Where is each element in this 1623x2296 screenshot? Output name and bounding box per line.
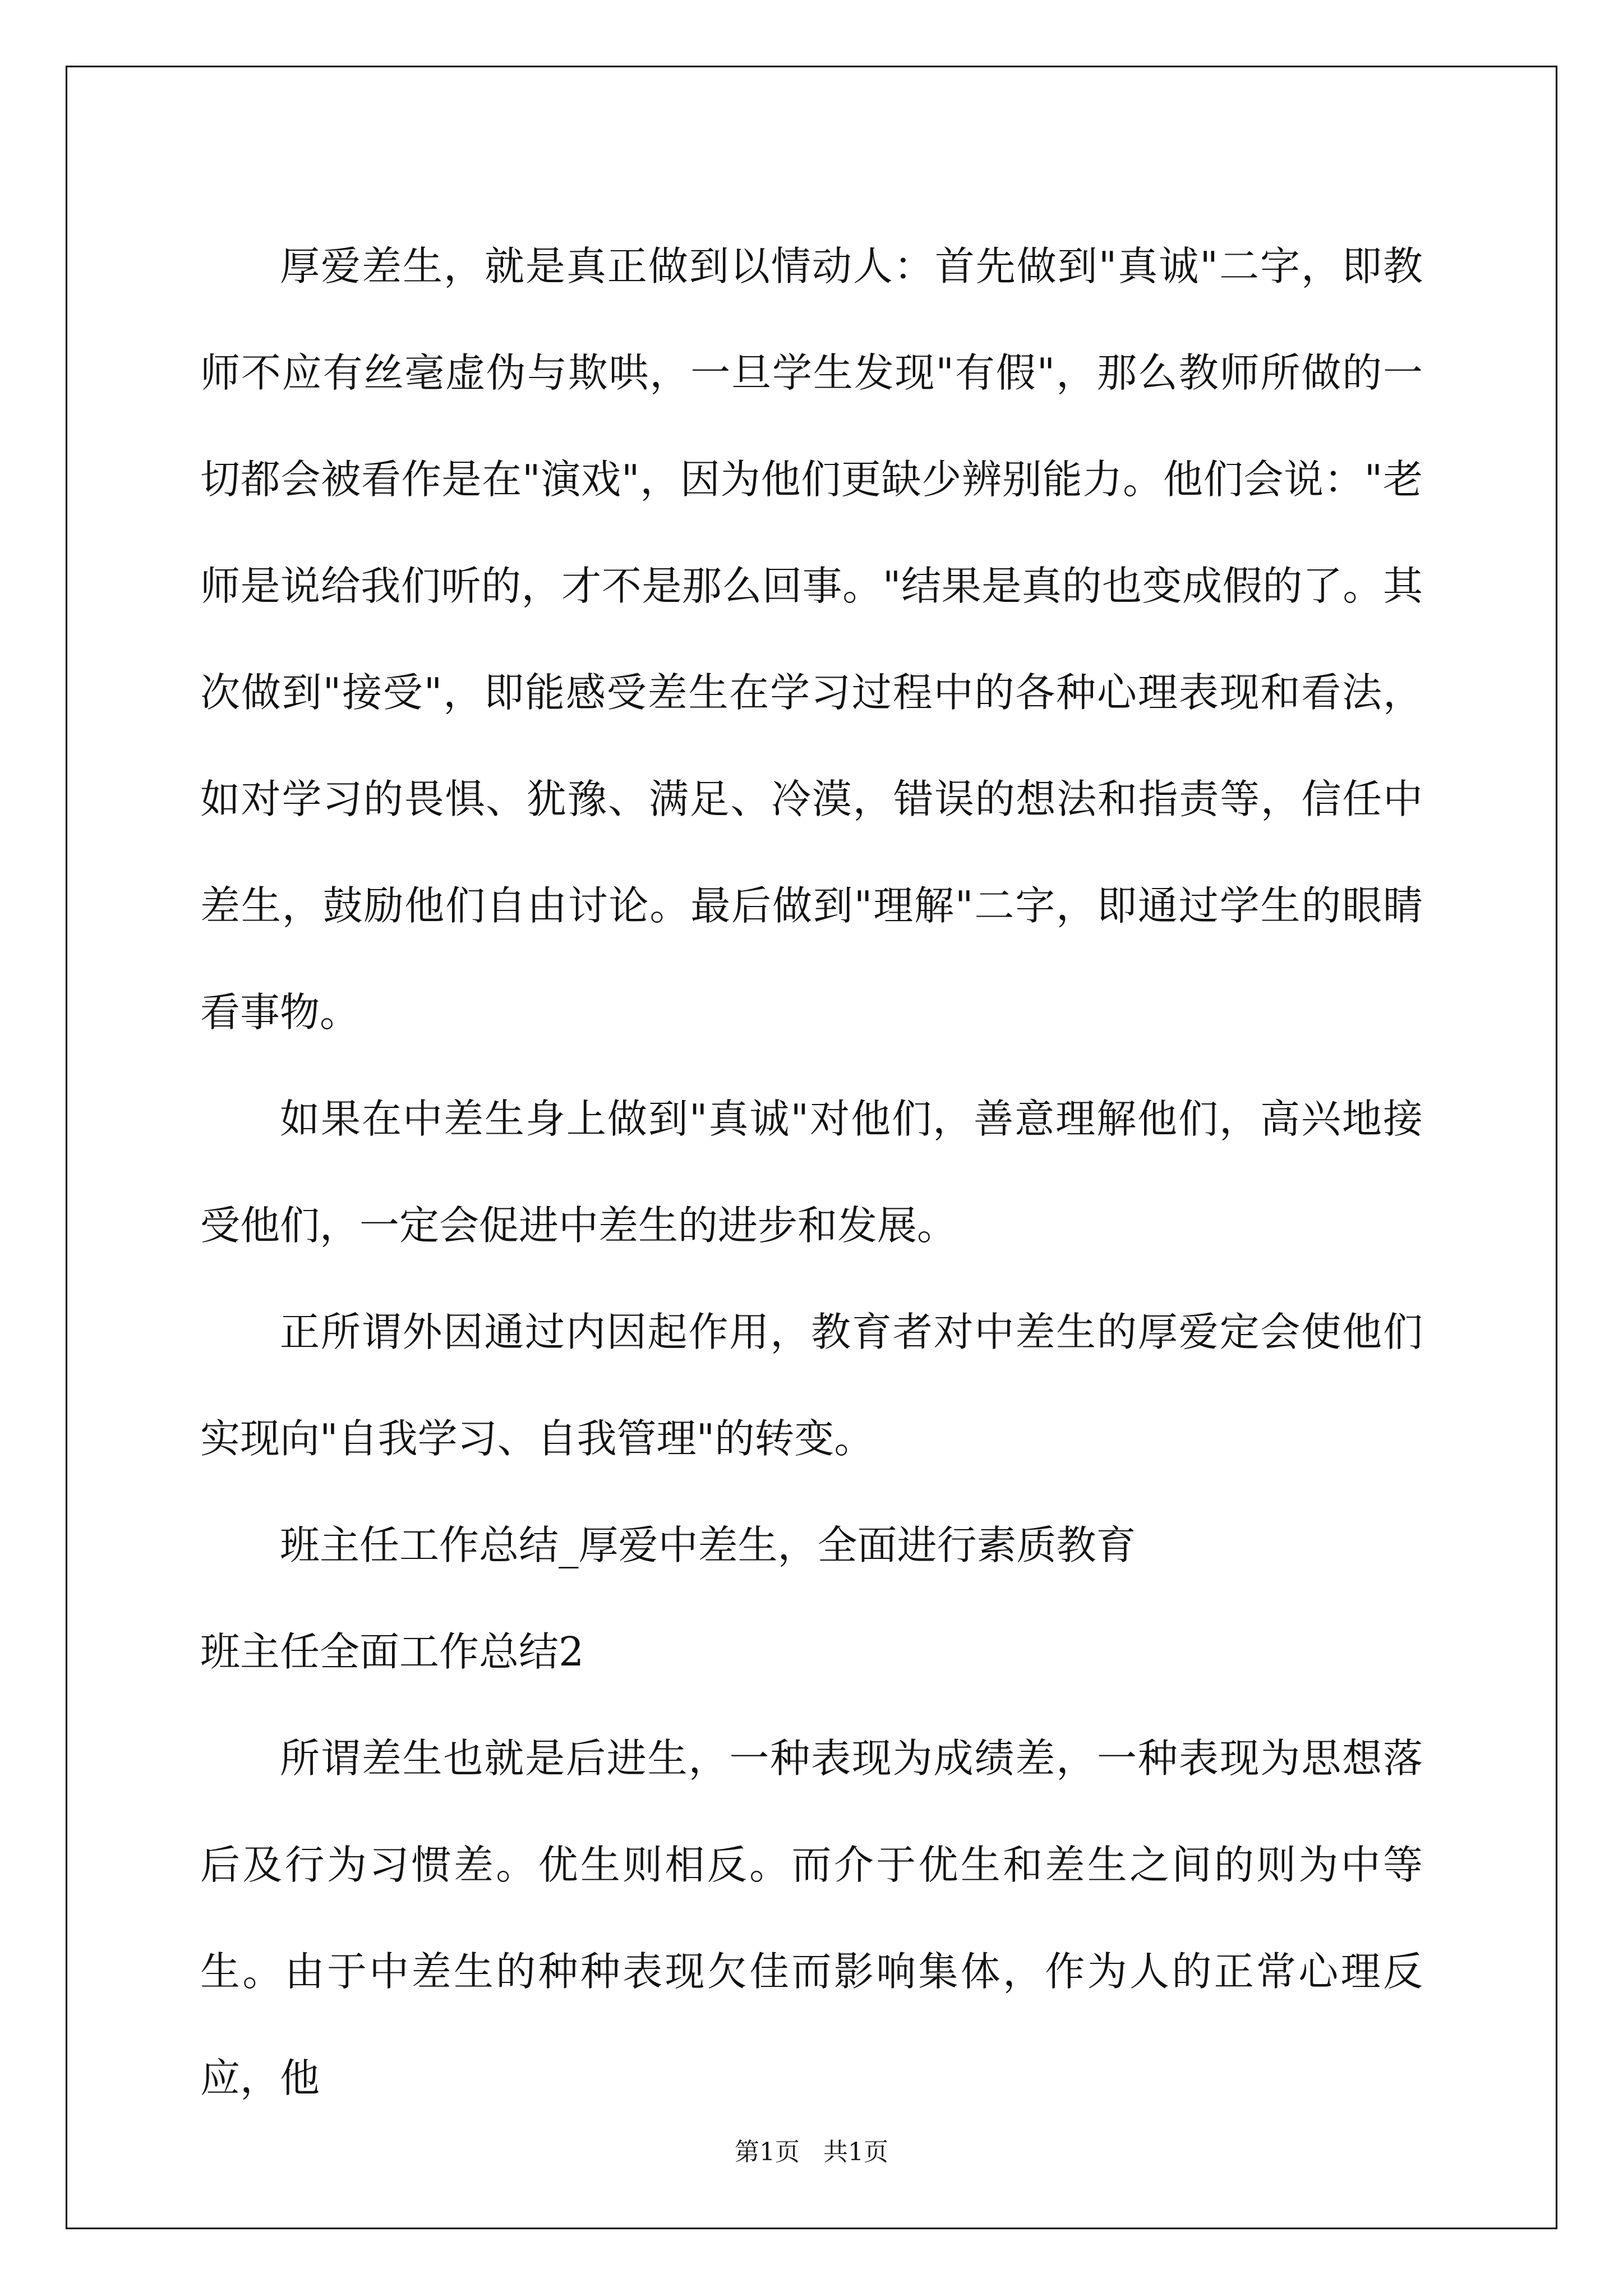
section-title-line: 班主任工作总结_厚爱中差生，全面进行素质教育: [280, 1522, 1136, 1568]
document-body: [200, 213, 1423, 2132]
page-footer: 第1页 共1页: [735, 2138, 888, 2166]
paragraph-zhen-cheng: 如果在中差生身上做到"真诚"对他们，善意理解他们，高兴地接受他们，一定会促进中差生的进步和发展。: [200, 1096, 1423, 1249]
paragraph-hou-ai-cha-sheng: 厚爱差生，就是真正做到以情动人：首先做到"真诚"二字，即教师不应有丝毫虚伪与欺哄，一旦学生发现"有假"，那么教师所做的一切都会被看作是在"演戏"，因为他们更缺少辨别能力。他们会说："老师是说给我们听的，才不是那么回事。"结果是真的也变成假的了。其次做到"接受"，即能感受差生在学习过程中的各种心理表现和看法，如对学习的畏惧、犹豫、满足、冷漠，错误的想法和指责等，信任中差生，鼓励他们自由讨论。最后做到"理解"二字，即通过学生的眼睛看事物。: [200, 243, 1423, 1036]
paragraph-wai-yin: 正所谓外因通过内因起作用，教育者对中差生的厚爱定会使他们实现向"自我学习、自我管理"的转变。: [200, 1309, 1423, 1462]
paragraph-cha-sheng-definition: 所谓差生也就是后进生，一种表现为成绩差，一种表现为思想落后及行为习惯差。优生则相反。而介于优生和差生之间的则为中等生。由于中差生的种种表现欠佳而影响集体，作为人的正常心理反应，他: [200, 1735, 1423, 2101]
section-heading: 班主任全面工作总结2: [200, 1628, 584, 1675]
